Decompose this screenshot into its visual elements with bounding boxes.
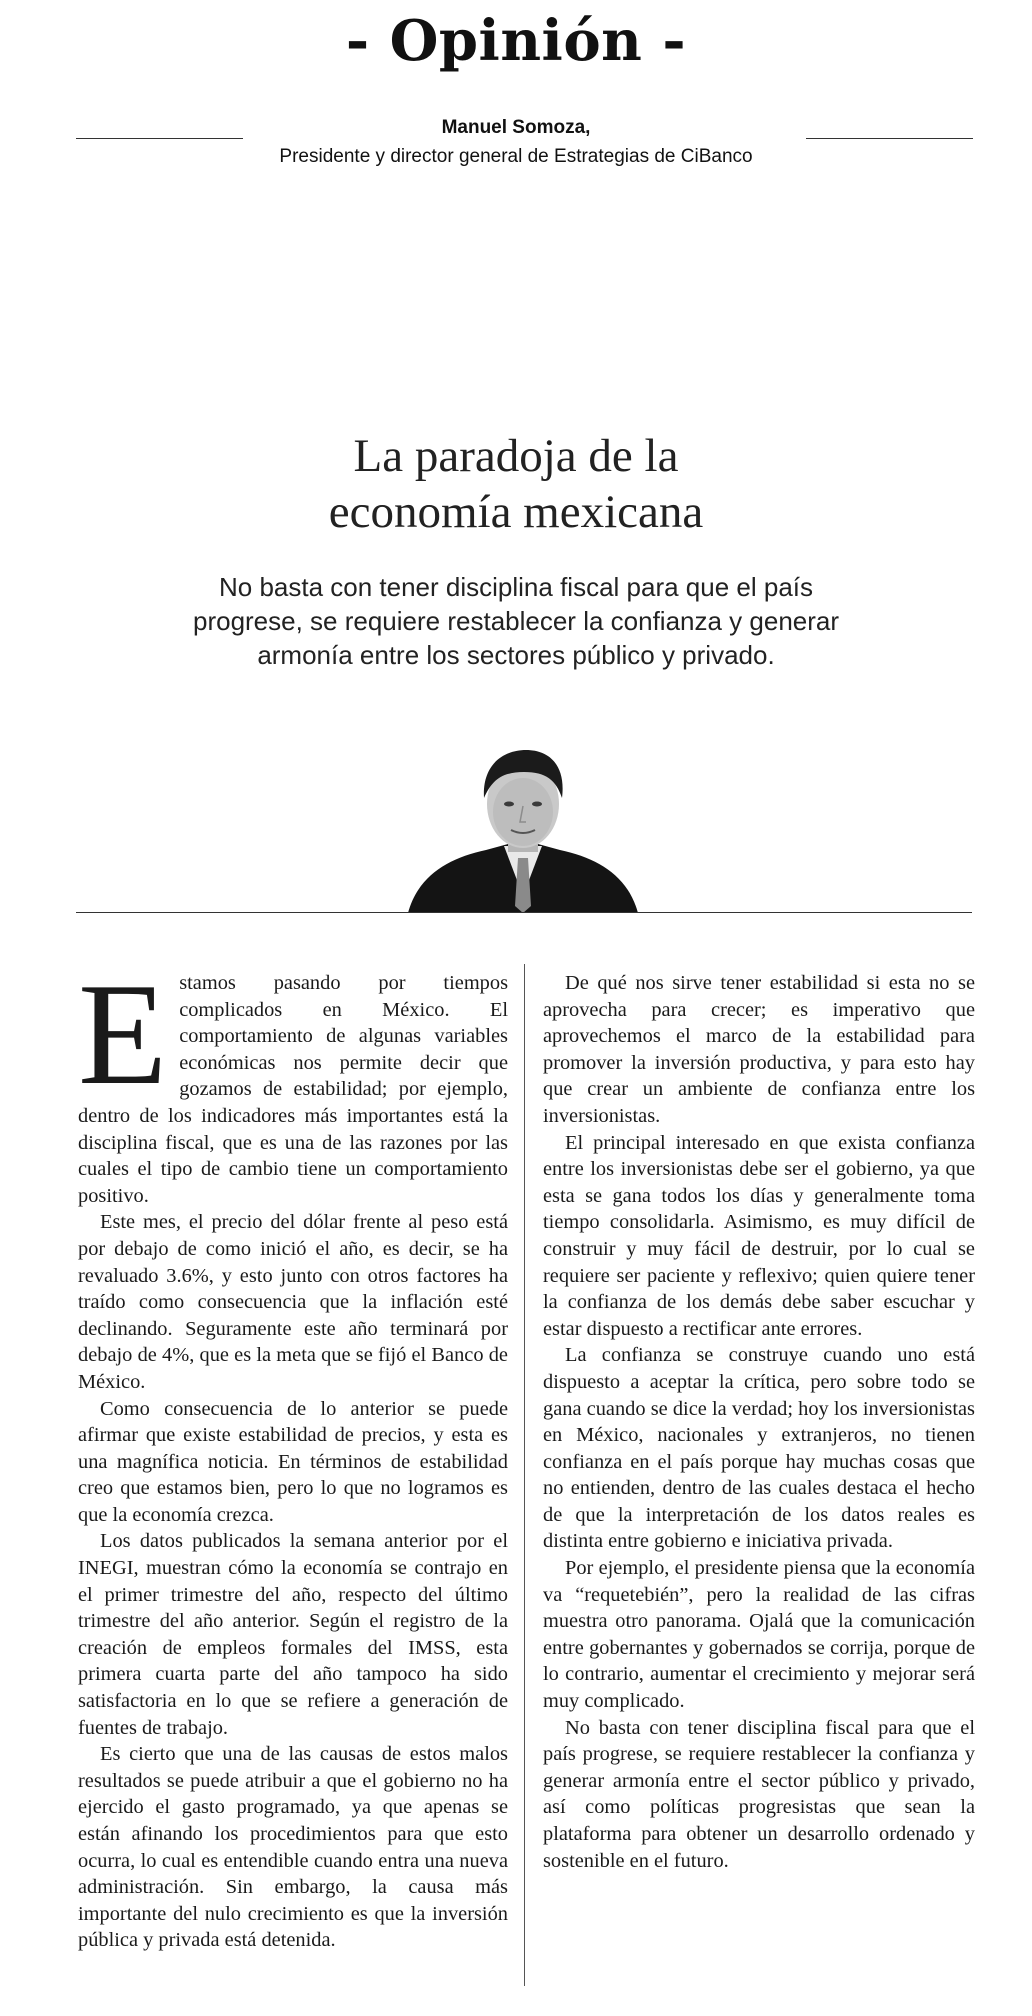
author-name: Manuel Somoza, [441, 117, 591, 138]
section-header: - Opinión - [345, 8, 687, 74]
author-role: Presidente y director general de Estrategias de CiBanco [279, 146, 753, 167]
paragraph: Los datos publicados la semana anterior por el INEGI, muestran cómo la economía se contrajo en el primer trimestre del año, respecto del último trimestre del año anterior. Según el registro de la creación de empleos formales del IMSS, esta primera cuarta parte del año tampoco ha sido satisfactoria en lo que se refiere a generación de fuentes de trabajo. [78, 1530, 508, 1739]
article-title-line-1: La paradoja de la [353, 430, 679, 482]
article-column-right [543, 970, 975, 1874]
paragraph: La confianza se construye cuando uno está dispuesto a aceptar la crítica, pero sobre todo se gana cuando se dice la verdad; hoy los inversionistas en México, nacionales y extranjeros, no tienen confianza en el país porque hay muchas cosas que no entienden, dentro de las cuales destaca el hecho de que la interpretación de los datos reales es distinta entre gobierno e iniciativa privada. [543, 1344, 975, 1553]
paragraph [78, 953, 508, 1209]
article-subtitle: No basta con tener disciplina fiscal para que el país progrese, se requiere restablecer la confianza y generar armonía entre los sectores público y privado. [192, 572, 840, 670]
article-title-line-2: economía mexicana [328, 486, 704, 538]
column-divider [524, 964, 525, 1986]
paragraph: Por ejemplo, el presidente piensa que la economía va “requetebién”, pero la realidad de las cifras muestra otro panorama. Ojalá que la comunicación entre gobernantes y gobernados se corrija, porque de lo contrario, aumentar el crecimiento y mejorar será muy complicado. [543, 1557, 975, 1713]
paragraph: El principal interesado en que exista confianza entre los inversionistas debe ser el gobierno, ya que esta se gana todos los días y generalmente toma tiempo consolidarla. Asimismo, es muy difícil de construir y muy fácil de destruir, por lo cual se requiere ser paciente y reflexivo; quien quiere tener la confianza de los demás debe saber escuchar y estar dispuesto a rectificar ante errores. [543, 1131, 975, 1340]
author-portrait [408, 746, 638, 913]
paragraph-text: stamos pasando por tiempos complicados en México. El comportamiento de algunas variables económicas nos permite decir que gozamos de estabilidad; por ejemplo, dentro de los indicadores más importantes está la disciplina fiscal, que es una de las razones por las cuales el tipo de cambio tiene un comportamiento positivo. [78, 972, 508, 1207]
drop-cap: E [78, 953, 168, 1115]
paragraph: Este mes, el precio del dólar frente al peso está por debajo de como inició el año, es decir, se ha revaluado 3.6%, y esto junto con otros factores ha traído como consecuencia que la inflación esté declinando. Seguramente este año terminará por debajo de 4%, que es la meta que se fijó el Banco de México. [78, 1211, 508, 1393]
paragraph: Como consecuencia de lo anterior se puede afirmar que existe estabilidad de precios, y esta es una magnífica noticia. En términos de estabilidad creo que estamos bien, pero lo que no logramos es que la economía crezca. [78, 1397, 508, 1526]
paragraph: De qué nos sirve tener estabilidad si esta no se aprovecha para crecer; es imperativo que aprovechemos el marco de la estabilidad para promover la inversión productiva, y para esto hay que crear un ambiente de confianza entre los inversionistas. [543, 972, 975, 1127]
article-title [216, 428, 816, 540]
article-column-left [78, 953, 508, 1954]
paragraph: Es cierto que una de las causas de estos malos resultados se puede atribuir a que el gobierno no ha ejercido el gasto programado, ya que apenas se están afinando los procedimientos para que esto ocurra, lo cual es entendible cuando entra una nueva administración. Sin embargo, la causa más importante del nulo crecimiento es que la inversión pública y privada está detenida. [78, 1743, 508, 1952]
portrait-rule [76, 912, 972, 913]
paragraph: No basta con tener disciplina fiscal para que el país progrese, se requiere restablecer la confianza y generar armonía entre el sector público y privado, así como políticas progresistas que sean la plataforma para obtener un desarrollo ordenado y sostenible en el futuro. [543, 1716, 975, 1872]
